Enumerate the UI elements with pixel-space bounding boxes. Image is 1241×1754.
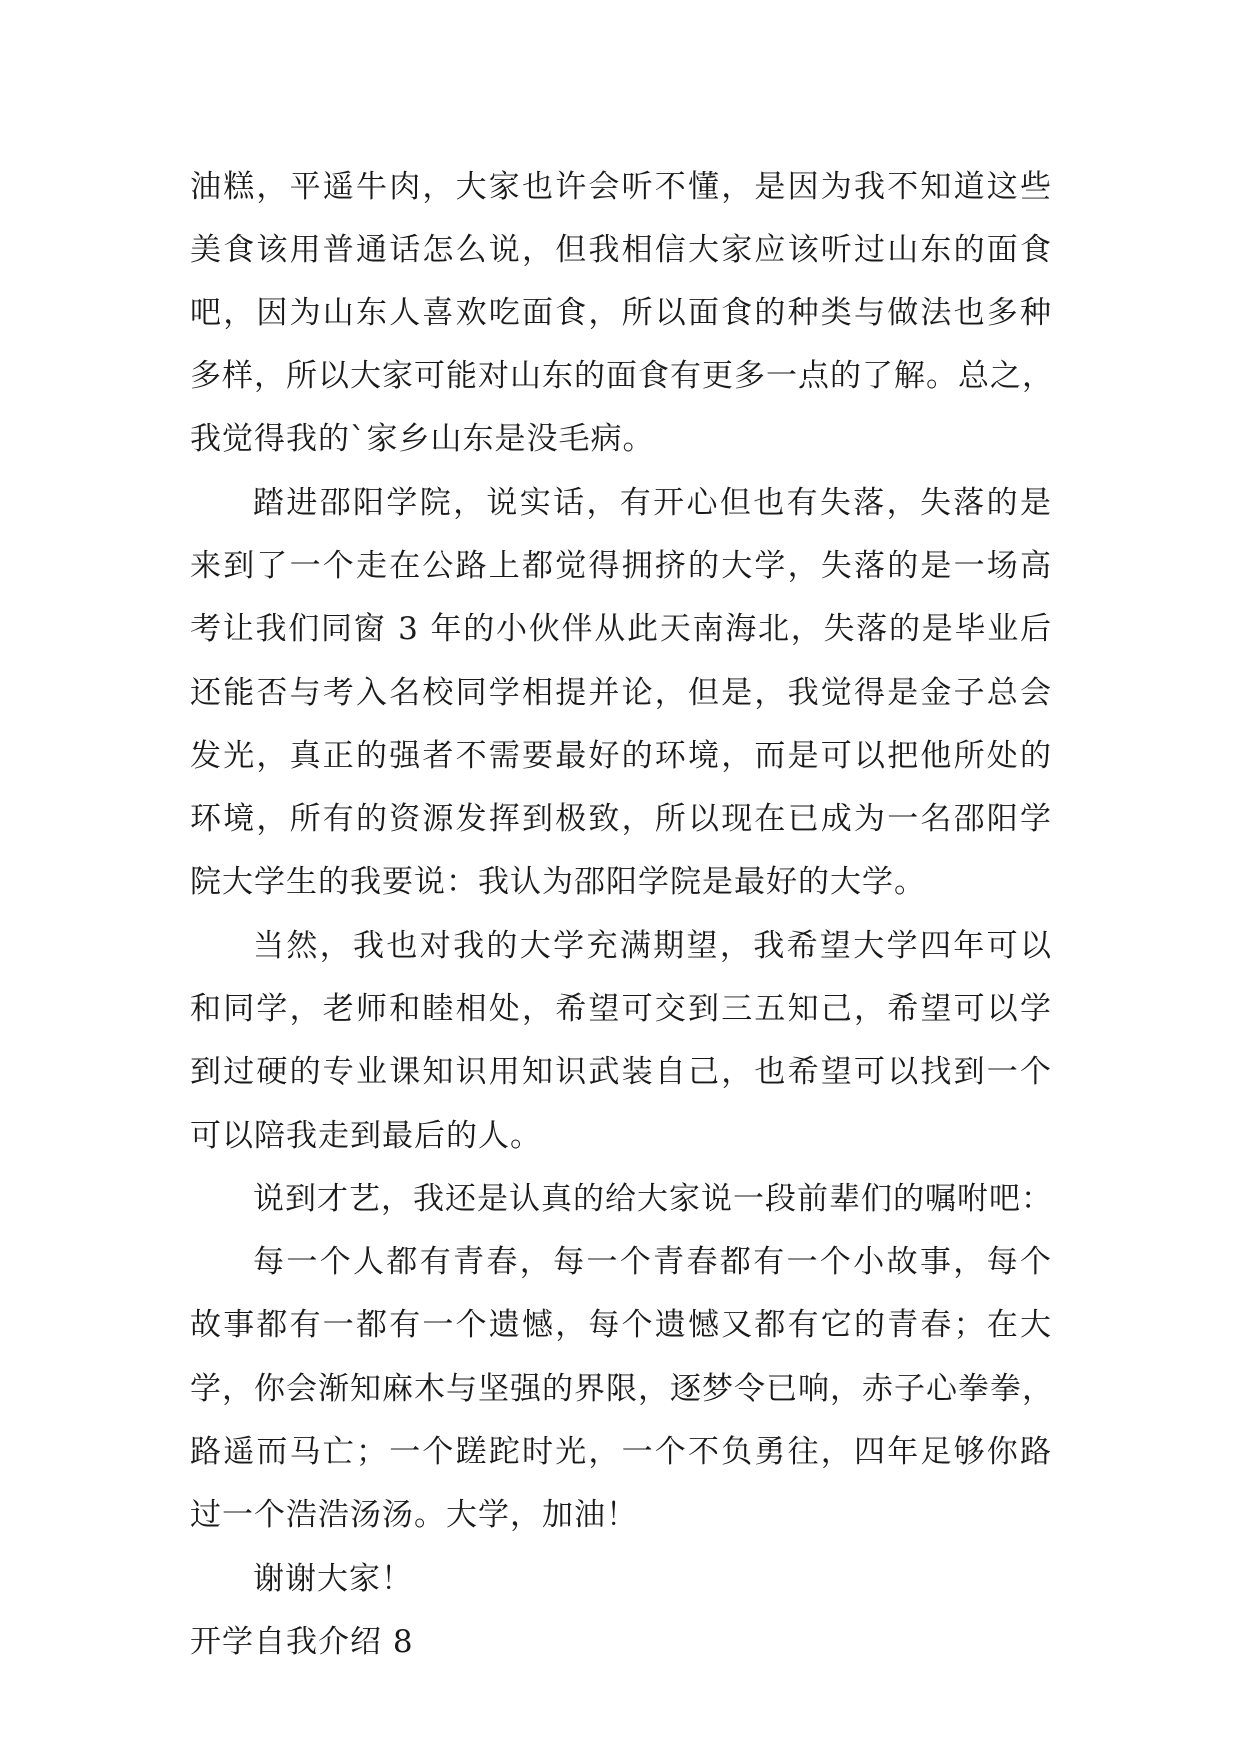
paragraph-line: 环境，所有的资源发挥到极致，所以现在已成为一名邵阳学 <box>190 801 1052 837</box>
paragraph-line: 考让我们同窗 3 年的小伙伴从此天南海北，失落的是毕业后 <box>190 611 1052 647</box>
paragraph-line: 说到才艺，我还是认真的给大家说一段前辈们的嘱咐吧： <box>253 1181 1053 1217</box>
paragraph-line: 我觉得我的`家乡山东是没毛病。 <box>190 421 655 457</box>
paragraph-line: 当然，我也对我的大学充满期望，我希望大学四年可以 <box>253 928 1052 964</box>
paragraph-line: 学，你会渐知麻木与坚强的界限，逐梦令已响，赤子心拳拳， <box>190 1371 1054 1407</box>
paragraph-line: 路遥而马亡；一个蹉跎时光，一个不负勇往，四年足够你路 <box>190 1434 1052 1470</box>
paragraph-line: 美食该用普通话怎么说，但我相信大家应该听过山东的面食 <box>190 232 1052 268</box>
paragraph-line: 还能否与考入名校同学相提并论，但是，我觉得是金子总会 <box>190 675 1052 711</box>
paragraph-line: 来到了一个走在公路上都觉得拥挤的大学，失落的是一场高 <box>190 548 1052 584</box>
paragraph-line: 过一个浩浩汤汤。大学，加油！ <box>190 1497 638 1533</box>
paragraph-line: 踏进邵阳学院，说实话，有开心但也有失落，失落的是 <box>253 485 1052 521</box>
paragraph-line: 到过硬的专业课知识用知识武装自己，也希望可以找到一个 <box>190 1054 1052 1090</box>
paragraph-line: 谢谢大家！ <box>253 1561 413 1597</box>
paragraph-line: 发光，真正的强者不需要最好的环境，而是可以把他所处的 <box>190 738 1052 774</box>
paragraph-line: 和同学，老师和睦相处，希望可交到三五知己，希望可以学 <box>190 991 1052 1027</box>
section-heading: 开学自我介绍 8 <box>190 1624 414 1660</box>
paragraph-line: 每一个人都有青春，每一个青春都有一个小故事，每个 <box>253 1244 1052 1280</box>
paragraph-line: 多样，所以大家可能对山东的面食有更多一点的了解。总之， <box>190 358 1054 394</box>
paragraph-line: 吧，因为山东人喜欢吃面食，所以面食的种类与做法也多种 <box>190 295 1052 331</box>
paragraph-line: 油糕，平遥牛肉，大家也许会听不懂，是因为我不知道这些 <box>190 169 1052 205</box>
paragraph-line: 可以陪我走到最后的人。 <box>190 1118 542 1154</box>
paragraph-line: 院大学生的我要说：我认为邵阳学院是最好的大学。 <box>190 864 926 900</box>
paragraph-line: 故事都有一都有一个遗憾，每个遗憾又都有它的青春；在大 <box>190 1307 1052 1343</box>
